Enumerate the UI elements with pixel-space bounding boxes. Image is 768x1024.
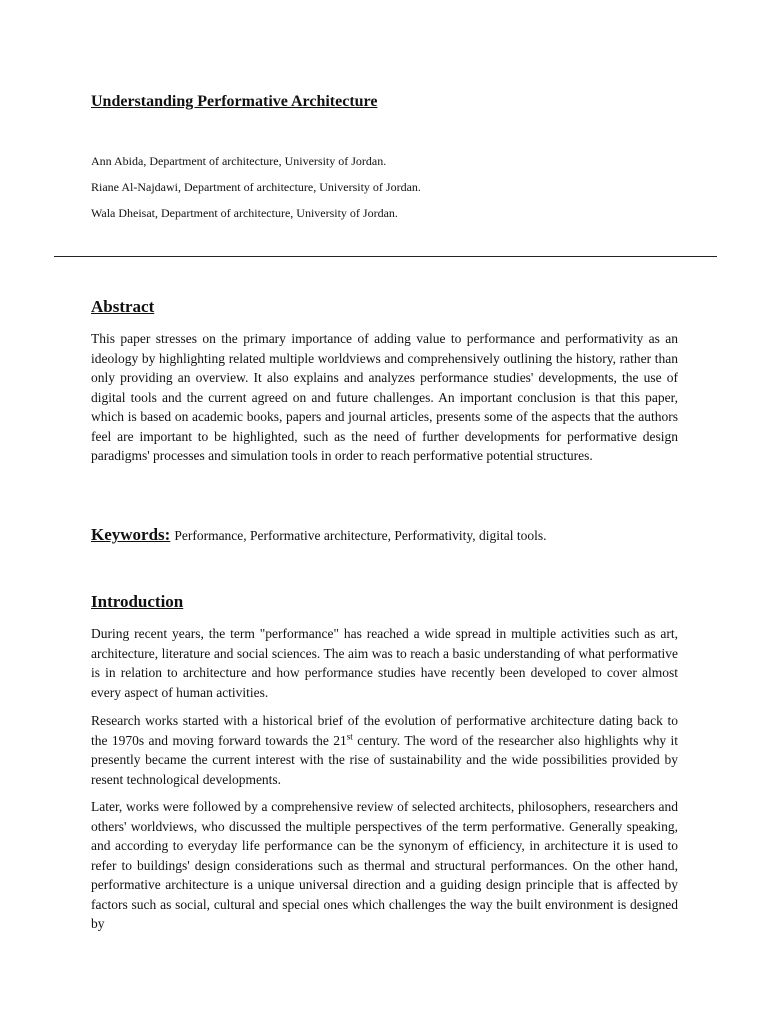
introduction-paragraph-1: During recent years, the term "performance" has reached a wide spread in multiple activities such as art, architecture, literature and social sciences. The aim was to reach a basic understanding of what performative is in relation to architecture and how performance studies have recently been developed to cover almost every aspect of human activities.: [91, 626, 678, 700]
abstract-paragraph: This paper stresses on the primary importance of adding value to performance and performativity as an ideology by highlighting related multiple worldviews and comprehensively outlining the history, rather than only providing an overview. It also explains and analyzes performance studies' developments, the use of digital tools and the current agreed on and future challenges. An important conclusion is that this paper, which is based on academic books, papers and journal articles, presents some of the aspects that the authors feel are important to be highlighted, such as the need of further developments for performative design paradigms' processes and simulation tools in order to reach performative potential structures.: [91, 331, 678, 463]
ordinal-superscript: st: [346, 731, 353, 741]
abstract-heading: Abstract: [91, 297, 155, 316]
author-line: Riane Al-Najdawi, Department of architecture, University of Jordan.: [91, 180, 421, 194]
paragraph-text: century. The word of the researcher also highlights why it presently became the current interest with the rise of sustainability and the wide possibilities provided by resent technological developments.: [91, 732, 678, 787]
author-line: Ann Abida, Department of architecture, University of Jordan.: [91, 154, 387, 168]
author-list: [91, 155, 421, 233]
paper-title: Understanding Performative Architecture: [91, 93, 378, 110]
keywords-line: [91, 525, 546, 545]
introduction-paragraph-2: [91, 711, 678, 789]
author-line: Wala Dheisat, Department of architecture, University of Jordan.: [91, 206, 398, 220]
introduction-heading: Introduction: [91, 592, 184, 611]
keywords-text: Performance, Performative architecture, Performativity, digital tools.: [174, 528, 547, 543]
introduction-paragraph-3: Later, works were followed by a comprehensive review of selected architects, philosophers, researchers and others' worldviews, who discussed the multiple perspectives of the term performative. Generally speaking, and according to everyday life performance can be the synonym of efficiency, in architecture it is used to refer to buildings' design considerations such as thermal and structural performances. On the other hand, performative architecture is a unique universal direction and a guiding design principle that is affected by factors such as social, cultural and special ones which challenges the way the built environment is designed by: [91, 799, 678, 931]
horizontal-divider: [54, 256, 717, 257]
paragraph-text: Research works started with a historical brief of the evolution of performative architecture dating back to the 1970s and moving forward towards the 21: [91, 713, 678, 748]
keywords-label: Keywords:: [91, 525, 171, 544]
